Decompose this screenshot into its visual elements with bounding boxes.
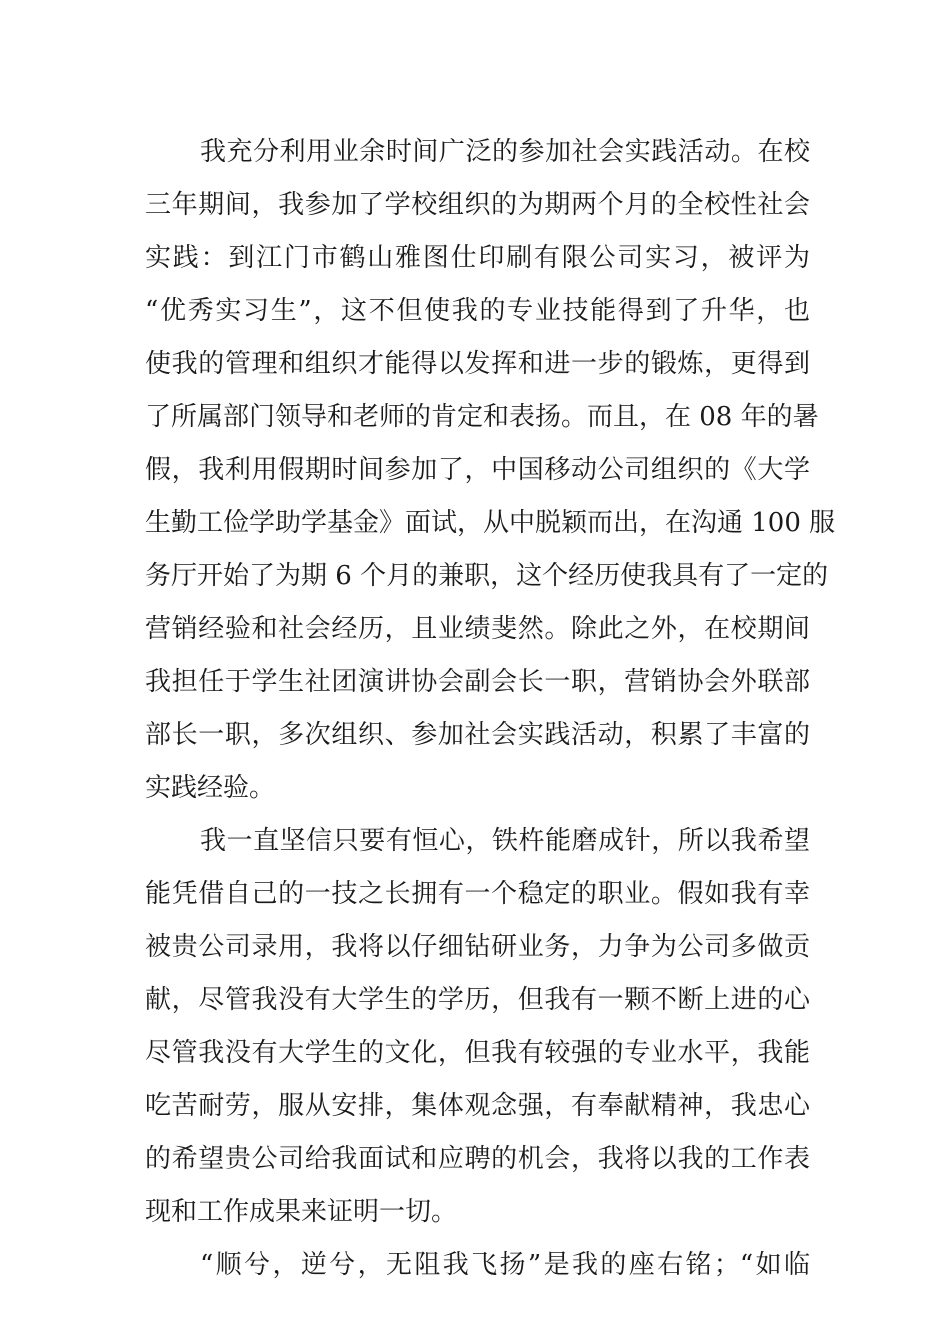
- text-line: 能凭借自己的一技之长拥有一个稳定的职业。假如我有幸: [145, 879, 810, 909]
- text-line: 我担任于学生社团演讲协会副会长一职，营销协会外联部: [145, 667, 810, 697]
- paragraph-3: [145, 1242, 810, 1295]
- text-line: 献，尽管我没有大学生的学历，但我有一颗不断上进的心: [145, 985, 810, 1015]
- text-line: 生勤工俭学助学基金》面试，从中脱颖而出，在沟通 100 服: [145, 508, 836, 538]
- text-line: 使我的管理和组织才能得以发挥和进一步的锻炼，更得到: [145, 349, 810, 379]
- text-line: 吃苦耐劳，服从安排，集体观念强，有奉献精神，我忠心: [145, 1091, 810, 1121]
- text-line: 实践经验。: [145, 773, 276, 803]
- text-line: 营销经验和社会经历，且业绩斐然。除此之外，在校期间: [145, 614, 810, 644]
- document-body: [145, 129, 836, 1295]
- text-line: 我充分利用业余时间广泛的参加社会实践活动。在校: [200, 137, 810, 167]
- text-line: 我一直坚信只要有恒心，铁杵能磨成针，所以我希望: [200, 826, 810, 856]
- text-line: 部长一职，多次组织、参加社会实践活动，积累了丰富的: [145, 720, 810, 750]
- text-line: 假，我利用假期时间参加了，中国移动公司组织的《大学: [145, 455, 810, 485]
- text-line: 实践：到江门市鹤山雅图仕印刷有限公司实习，被评为: [145, 243, 810, 273]
- text-line: “顺兮，逆兮，无阻我飞扬”是我的座右铭；“如临: [200, 1250, 810, 1280]
- text-line: 现和工作成果来证明一切。: [145, 1197, 458, 1227]
- text-line: 被贵公司录用，我将以仔细钻研业务，力争为公司多做贡: [145, 932, 810, 962]
- text-line: 的希望贵公司给我面试和应聘的机会，我将以我的工作表: [145, 1144, 810, 1174]
- text-line: 了所属部门领导和老师的肯定和表扬。而且，在 08 年的暑: [145, 402, 819, 432]
- paragraph-1: [145, 129, 836, 818]
- text-line: 务厅开始了为期 6 个月的兼职，这个经历使我具有了一定的: [145, 561, 829, 591]
- text-line: 三年期间，我参加了学校组织的为期两个月的全校性社会: [145, 190, 810, 220]
- text-line: “优秀实习生”，这不但使我的专业技能得到了升华，也: [145, 296, 810, 326]
- text-line: 尽管我没有大学生的文化，但我有较强的专业水平，我能: [145, 1038, 810, 1068]
- paragraph-2: [145, 818, 810, 1242]
